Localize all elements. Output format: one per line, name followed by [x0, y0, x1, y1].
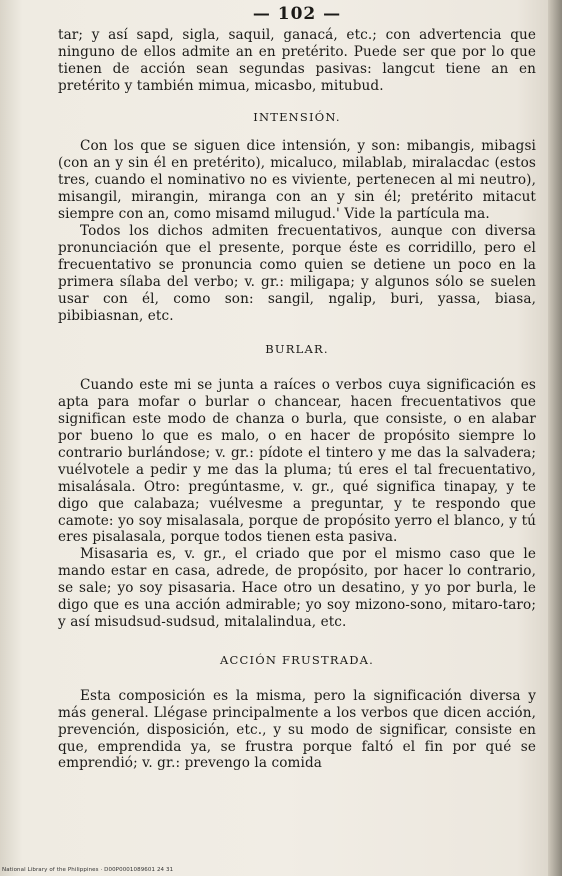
paragraph: Esta composición es la misma, pero la significación diversa y más general. Llégase principalmente a los verbos que dicen acción, prevención, disposición, etc., y su modo de significar, consiste en que, emprendida ya, se frustra porque faltó el fin por qué se emprendió; v. gr.: prevengo la comida — [58, 687, 536, 772]
paragraph: Todos los dichos admiten frecuentativos, aunque con diversa pronunciación que el presente, porque éste es corridillo, pero el frecuentativo se pronuncia como quien se detiene un poco en la primera sílaba del verbo; v. gr.: miligapa; y algunos sólo se suelen usar con él, como son: sangil, ngalip, buri, yassa, biasa, pibibiasnan, etc. — [58, 222, 536, 324]
paragraph: Con los que se siguen dice intensión, y son: mibangis, mibagsi (con an y sin él en pretérito), micaluco, milablab, miralacdac (estos tres, cuando el nominativo no es viviente, pertenecen al mi neutro), misangil, mirangin, miranga con an y sin él; pretérito mitacut siempre con an, como misamd milugud.' Vide la partícula ma. — [58, 138, 536, 223]
book-spine-shadow — [548, 0, 562, 876]
paragraph: Misasaria es, v. gr., el criado que por el mismo caso que le mando estar en casa, adrede, de propósito, por hacer lo contrario, se sale; yo soy pisasaria. Hace otro un desatino, y yo por burla, le digo que es una acción admirable; yo soy mizono-sono, mitaro-taro; y así misudsud-sudsud, mitalalindua, etc. — [58, 546, 536, 630]
section-heading-accion-frustrada: ACCIÓN FRUSTRADA. — [219, 652, 374, 667]
section-heading-burlar: BURLAR. — [265, 342, 329, 357]
page-content — [58, 6, 536, 772]
paragraph-continued: tar; y así sapd, sigla, saquil, ganacá, etc.; con advertencia que ninguno de ellos admite an en pretérito. Puede ser que por lo que tienen de acción sean segundas pasivas: langcut tiene an en pretérito y también mimua, micasbo, mitubud. — [58, 26, 536, 94]
scan-footer-watermark: National Library of the Philippines · D00P0001089601 24 31 — [2, 867, 174, 873]
page-number: — 102 — — [252, 4, 342, 24]
paragraph: Cuando este mi se junta a raíces o verbos cuya significación es apta para mofar o burlar o chancear, hacen frecuentativos que significan este modo de chanza o burla, que consiste, o en alabar por bueno lo que es malo, o en hacer de propósito siempre lo contrario burlándose; v. gr.: pídote el tintero y me das la salvadera; vuélvotele a pedir y me das la pluma; tú eres el tal frecuentativo, misalásala. Otro: pregúntasme, v. gr., qué significa tinapay, y te digo que calabaza; vuélvesme a preguntar, y te respondo que camote: yo soy misalasala, porque de propósito yerro el blanco, y tú eres pisalasala, porque todos tienen esta pasiva. — [58, 377, 536, 546]
section-heading-intension: INTENSIÓN. — [253, 109, 341, 124]
